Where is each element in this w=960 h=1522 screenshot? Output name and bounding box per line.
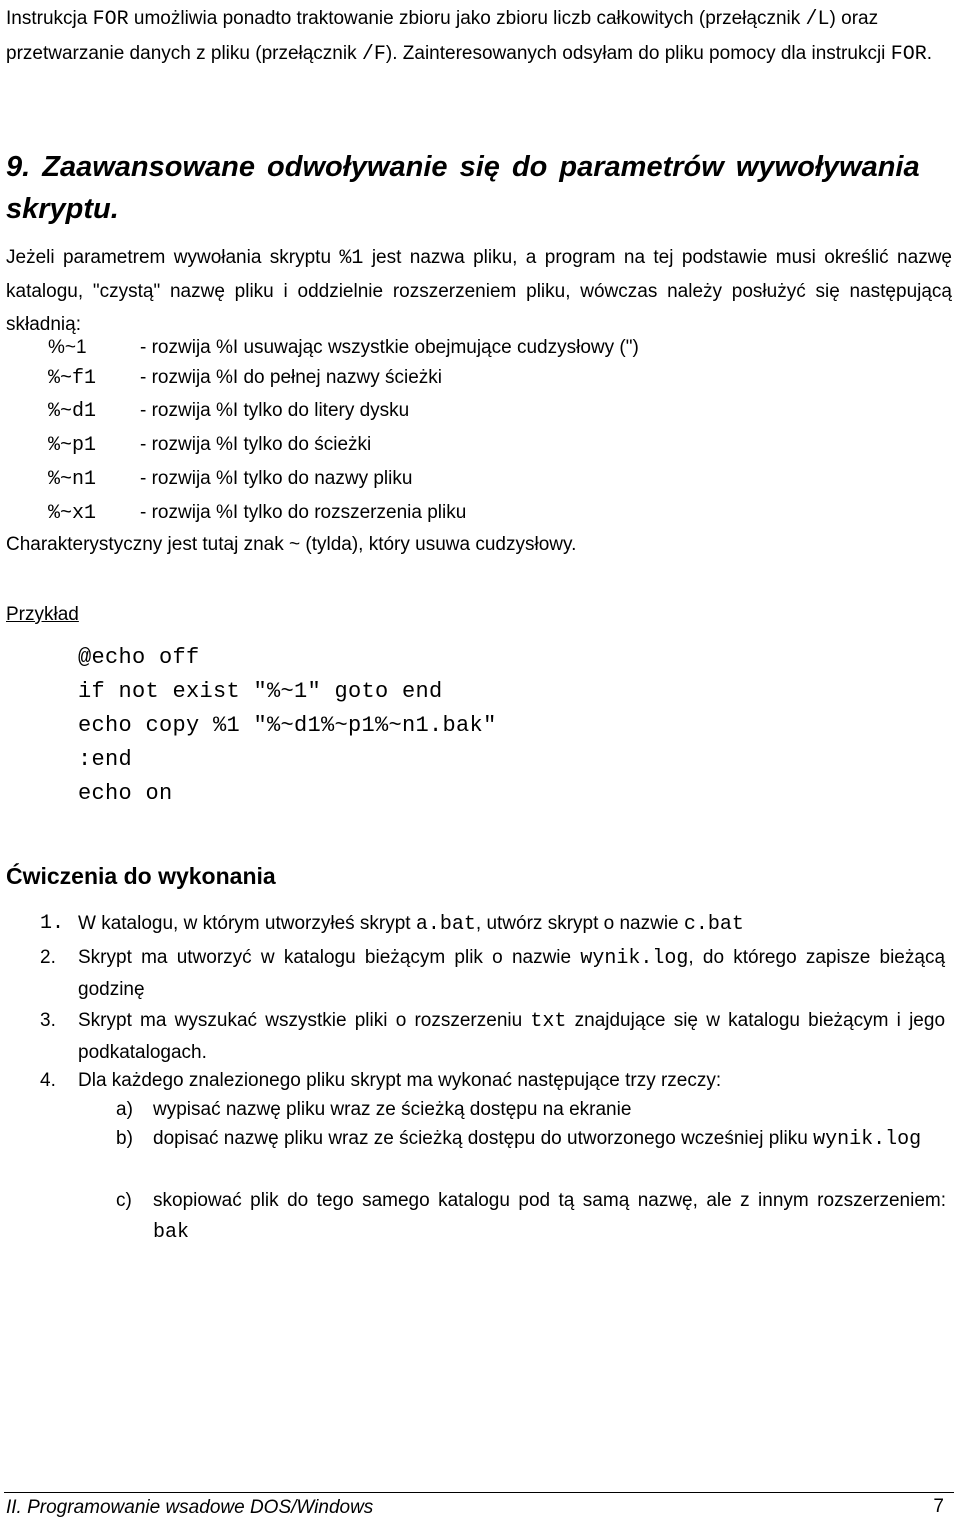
syntax-row: [48, 498, 466, 528]
syntax-code: %~x1: [48, 501, 97, 525]
code-line: echo copy %1 "%~d1%~p1%~n1.bak": [78, 713, 497, 738]
exercise-text-part: znajdujące się w katalogu bieżącym i jego podkatalogach.: [78, 1010, 946, 1063]
code-line: echo on: [78, 781, 173, 806]
exercises-title: Ćwiczenia do wykonania: [6, 863, 276, 889]
exercise-text: [78, 908, 945, 940]
code-line: if not exist "%~1" goto end: [78, 679, 443, 704]
exercise-text-part: Skrypt ma utworzyć w katalogu bieżącym plik o nazwie: [78, 947, 581, 968]
exercise-item: [40, 1005, 945, 1068]
syntax-row: [48, 430, 371, 460]
exercise-number: 4.: [40, 1070, 56, 1091]
inline-code: wynik.log: [813, 1128, 922, 1151]
syntax-code: %~p1: [48, 433, 97, 457]
tilde-note: Charakterystyczny jest tutaj znak ~ (tylda), który usuwa cudzysłowy.: [6, 534, 577, 555]
inline-code: FOR: [92, 8, 129, 31]
syntax-row: [48, 464, 412, 494]
inline-code: /L: [805, 8, 830, 31]
example-label: Przykład: [6, 604, 79, 625]
syntax-description: - rozwija %I tylko do rozszerzenia pliku: [140, 502, 467, 523]
section-paragraph: [6, 241, 952, 341]
exercise-item: [40, 942, 945, 1005]
syntax-code: %~f1: [48, 366, 97, 390]
syntax-row: [48, 363, 442, 393]
exercise-number: 2.: [40, 947, 56, 968]
inline-code: txt: [530, 1010, 567, 1033]
exercise-text: [78, 1005, 945, 1068]
footer-title: II. Programowanie wsadowe DOS/Windows: [6, 1497, 374, 1518]
syntax-row: [48, 396, 409, 426]
inline-code: FOR: [890, 43, 927, 66]
exercise-text-part: W katalogu, w którym utworzyłeś skrypt: [78, 913, 416, 934]
subitem-letter: c): [116, 1190, 132, 1211]
syntax-code: %~1: [48, 337, 87, 358]
syntax-description: - rozwija %I usuwając wszystkie obejmujące cudzysłowy ("): [140, 337, 639, 358]
exercise-item: [40, 908, 945, 940]
footer-rule: [4, 1492, 954, 1493]
paragraph-text: Jeżeli parametrem wywołania skryptu: [6, 247, 340, 268]
intro-text: Instrukcja: [6, 8, 93, 29]
exercise-text-part: , do którego zapisze bieżącą godzinę: [78, 947, 946, 1000]
subitem-letter: b): [116, 1128, 133, 1149]
exercise-subitem: [116, 1094, 946, 1125]
exercise-text: [78, 942, 945, 1005]
inline-code: bak: [153, 1221, 190, 1244]
subitem-letter: a): [116, 1099, 133, 1120]
subitem-text-part: skopiować plik do tego samego katalogu pod tą samą nazwę, ale z innym rozszerzeniem:: [153, 1190, 946, 1211]
exercise-text: Dla każdego znalezionego pliku skrypt ma wykonać następujące trzy rzeczy:: [78, 1070, 722, 1091]
syntax-code: %~d1: [48, 399, 97, 423]
exercise-text-part: Skrypt ma wyszukać wszystkie pliki o rozszerzeniu: [78, 1010, 531, 1031]
inline-code: wynik.log: [580, 947, 689, 970]
subitem-text: wypisać nazwę pliku wraz ze ścieżką dostępu na ekranie: [153, 1099, 632, 1120]
inline-code: a.bat: [415, 913, 476, 936]
syntax-description: - rozwija %I do pełnej nazwy ścieżki: [140, 367, 443, 388]
syntax-description: - rozwija %I tylko do ścieżki: [140, 434, 372, 455]
syntax-row: [48, 333, 639, 363]
intro-text: .: [926, 43, 932, 64]
exercise-subitem: [116, 1185, 946, 1248]
intro-text: umożliwia ponadto traktowanie zbioru jako zbioru liczb całkowitych (przełącznik: [128, 8, 806, 29]
syntax-description: - rozwija %I tylko do litery dysku: [140, 400, 410, 421]
inline-code: c.bat: [683, 913, 744, 936]
section-heading: 9. Zaawansowane odwoływanie się do parametrów wywoływania skryptu.: [6, 151, 920, 225]
exercise-text-part: , utwórz skrypt o nazwie: [475, 913, 684, 934]
paragraph-text: jest nazwa pliku, a program na tej podstawie musi określić nazwę katalogu, "czystą" nazwę pliku i oddzielnie rozszerzeniem pliku, wówczas należy posłużyć się następującą składnią:: [6, 247, 952, 335]
inline-code: /F: [361, 43, 386, 66]
code-line: @echo off: [78, 645, 200, 670]
subitem-text: [153, 1185, 946, 1248]
intro-text: ). Zainteresowanych odsyłam do pliku pomocy dla instrukcji: [385, 43, 891, 64]
inline-code: %1: [339, 247, 364, 270]
page-number: 7: [933, 1496, 944, 1517]
syntax-description: - rozwija %I tylko do nazwy pliku: [140, 468, 413, 489]
exercise-item: [40, 1065, 945, 1096]
code-line: :end: [78, 747, 133, 772]
intro-text: ) oraz przetwarzanie danych z pliku (przełącznik: [6, 8, 879, 64]
intro-paragraph: [6, 2, 951, 72]
exercise-number: 1.: [40, 912, 65, 935]
subitem-text: [153, 1123, 946, 1155]
exercise-subitem: [116, 1123, 946, 1155]
subitem-text-part: dopisać nazwę pliku wraz ze ścieżką dostępu do utworzonego wcześniej pliku: [153, 1128, 814, 1149]
syntax-code: %~n1: [48, 467, 97, 491]
exercise-number: 3.: [40, 1010, 56, 1031]
